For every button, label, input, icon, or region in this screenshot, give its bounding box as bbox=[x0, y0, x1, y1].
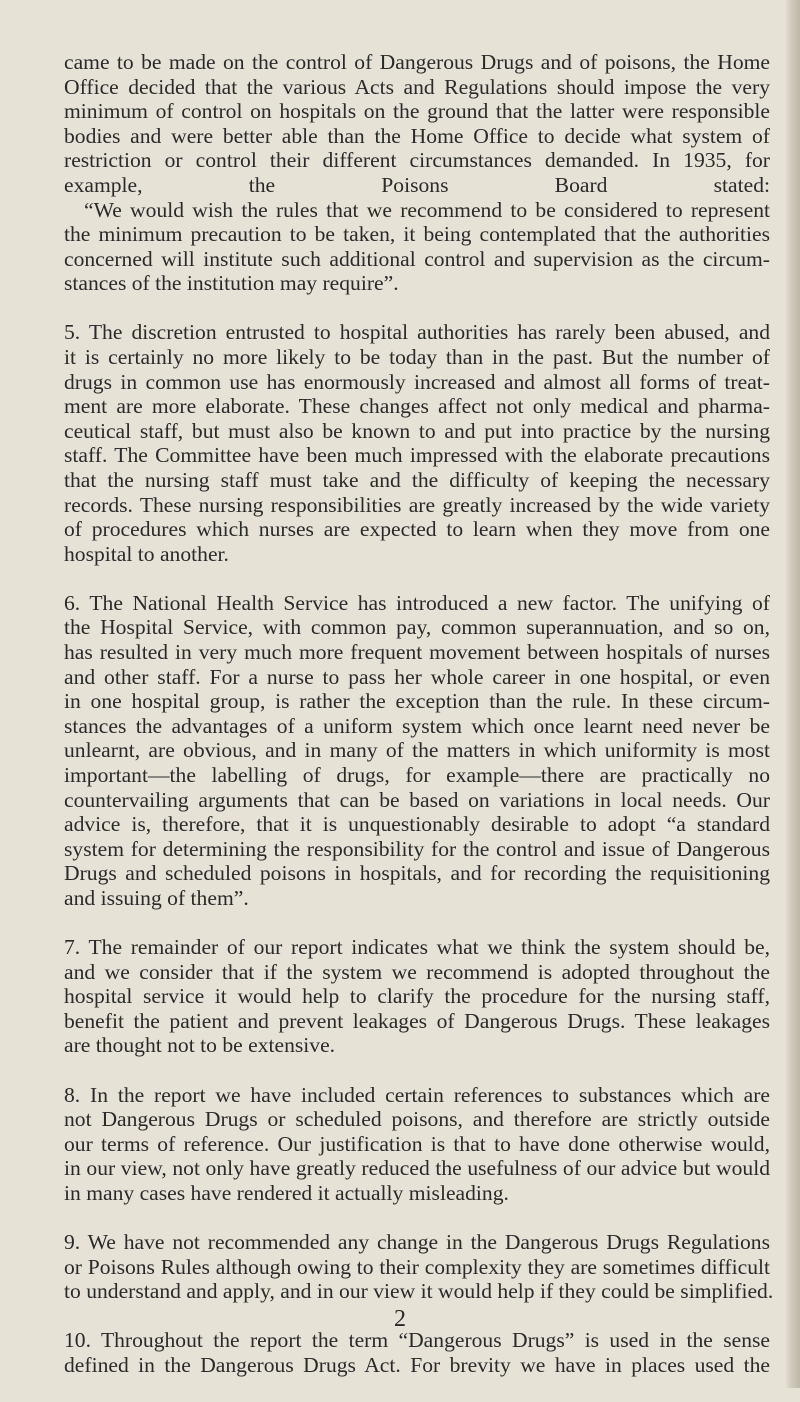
text-line: stances of the institution may require”. bbox=[64, 271, 399, 296]
text-line: 9. We have not recommended any change in the Dangerous Drugs Regulations bbox=[64, 1230, 770, 1255]
text-line: came to be made on the control of Dangerous Drugs and of poisons, the Home bbox=[64, 50, 770, 74]
text-line: system for determining the responsibility for the control and issue of Dangerous bbox=[64, 836, 770, 861]
text-line: in our view, not only have greatly reduced the usefulness of our advice but would bbox=[64, 1156, 770, 1181]
paragraph bbox=[64, 591, 770, 911]
text-line: benefit the patient and prevent leakages of Dangerous Drugs. These leakages bbox=[64, 1008, 770, 1033]
text-line: example, the Poisons Board stated: bbox=[64, 172, 770, 197]
text-line: “We would wish the rules that we recommend to be considered to represent bbox=[84, 197, 770, 222]
text-line: hospital service it would help to clarify the procedure for the nursing staff, bbox=[64, 984, 770, 1009]
text-line: the Hospital Service, with common pay, common superannuation, and so on, bbox=[64, 615, 770, 640]
text-line: 6. The National Health Service has introduced a new factor. The unifying of bbox=[64, 590, 770, 615]
text-line: not Dangerous Drugs or scheduled poisons, and therefore are strictly outside bbox=[64, 1107, 770, 1132]
paragraph bbox=[64, 1083, 770, 1206]
text-line: and we consider that if the system we recommend is adopted throughout the bbox=[64, 959, 770, 984]
paragraph bbox=[64, 1230, 774, 1304]
text-line: defined in the Dangerous Drugs Act. For brevity we have in places used the bbox=[64, 1352, 770, 1377]
text-line: drugs in common use has enormously increased and almost all forms of treat- bbox=[64, 369, 770, 394]
paragraph bbox=[64, 935, 770, 1058]
paragraph bbox=[64, 320, 770, 566]
text-line: advice is, therefore, that it is unquestionably desirable to adopt “a standard bbox=[64, 812, 770, 837]
text-line: minimum of control on hospitals on the ground that the latter were responsible bbox=[64, 99, 770, 124]
text-line: in many cases have rendered it actually misleading. bbox=[64, 1180, 509, 1205]
text-line: staff. The Committee have been much impressed with the elaborate precautions bbox=[64, 443, 770, 468]
document-body bbox=[64, 50, 774, 1402]
text-line: to understand and apply, and in our view it would help if they could be simplified. bbox=[64, 1279, 774, 1304]
text-line: or Poisons Rules although owing to their complexity they are sometimes difficult bbox=[64, 1254, 770, 1279]
text-line: important—the labelling of drugs, for example—there are practically no bbox=[64, 763, 770, 788]
text-line: ceutical staff, but must also be known to and put into practice by the nursing bbox=[64, 418, 770, 443]
page-number: 2 bbox=[394, 1306, 406, 1332]
text-line: and issuing of them”. bbox=[64, 886, 249, 910]
text-line: are thought not to be extensive. bbox=[64, 1033, 336, 1058]
text-line: of procedures which nurses are expected to learn when they move from one bbox=[64, 517, 770, 542]
text-line: 8. In the report we have included certain references to substances which are bbox=[64, 1082, 770, 1107]
text-line: Drugs and scheduled poisons in hospitals, and for recording the requisitioning bbox=[64, 861, 770, 886]
text-line: in one hospital group, is rather the exception than the rule. In these circum- bbox=[64, 689, 770, 714]
text-line: concerned will institute such additional control and supervision as the circum- bbox=[64, 246, 770, 271]
text-line: that the nursing staff must take and the difficulty of keeping the necessary bbox=[64, 468, 770, 492]
text-line: it is certainly no more likely to be today than in the past. But the number of bbox=[64, 345, 770, 370]
text-line: and other staff. For a nurse to pass her whole career in one hospital, or even bbox=[64, 664, 770, 689]
text-line: restriction or control their different circumstances demanded. In 1935, for bbox=[64, 148, 770, 173]
text-line: bodies and were better able than the Home Office to decide what system of bbox=[64, 123, 770, 148]
text-line: hospital to another. bbox=[64, 541, 229, 566]
text-line: 5. The discretion entrusted to hospital authorities has rarely been abused, and bbox=[64, 320, 770, 345]
text-line: the minimum precaution to be taken, it being contemplated that the authorities bbox=[64, 222, 770, 247]
text-line: 10. Throughout the report the term “Dangerous Drugs” is used in the sense bbox=[64, 1328, 770, 1353]
text-line: countervailing arguments that can be based on variations in local needs. Our bbox=[64, 787, 770, 812]
text-line: has resulted in very much more frequent movement between hospitals of nurses bbox=[64, 640, 770, 665]
text-line: unlearnt, are obvious, and in many of the matters in which uniformity is most bbox=[64, 738, 770, 763]
text-line: our terms of reference. Our justification is that to have done otherwise would, bbox=[64, 1131, 770, 1156]
text-line: stances the advantages of a uniform system which once learnt need never be bbox=[64, 713, 770, 738]
text-line: 7. The remainder of our report indicates what we think the system should be, bbox=[64, 935, 770, 960]
text-line: Office decided that the various Acts and Regulations should impose the very bbox=[64, 74, 770, 99]
text-line: records. These nursing responsibilities are greatly increased by the wide variety bbox=[64, 492, 770, 517]
page-edge bbox=[786, 0, 800, 1388]
paragraph bbox=[64, 50, 770, 296]
text-line: ment are more elaborate. These changes affect not only medical and pharma- bbox=[64, 394, 770, 419]
paragraph bbox=[64, 1328, 770, 1377]
